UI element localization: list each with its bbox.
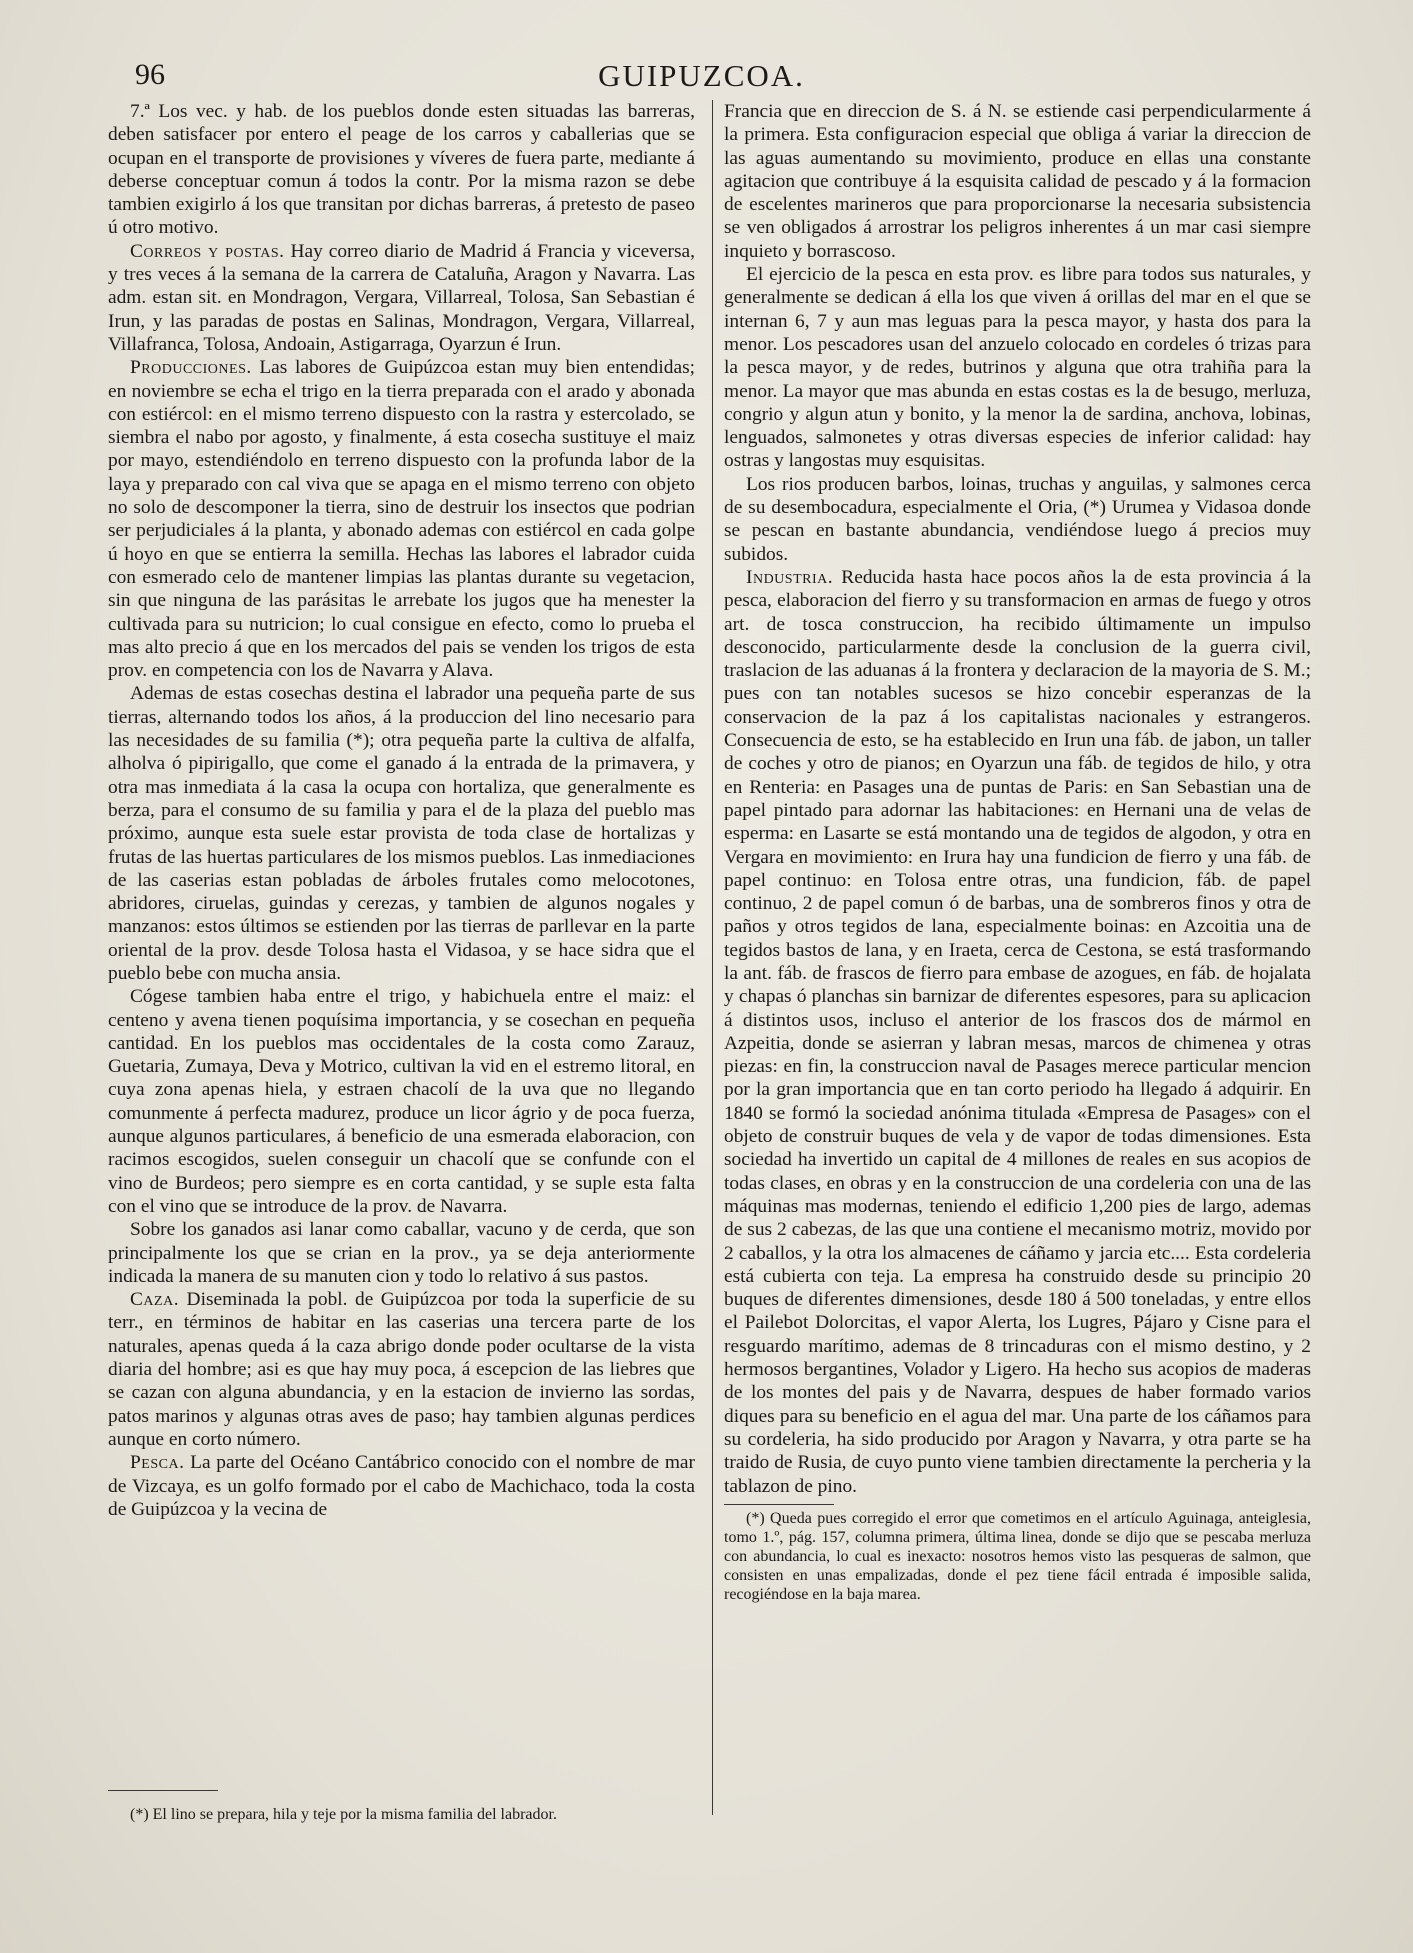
footnote-lino: (*) El lino se prepara, hila y teje por la misma familia del labrador.: [130, 1806, 557, 1823]
footnote-aguinaga: (*) Queda pues corregido el error que cometimos en el artículo Aguinaga, anteiglesia, tomo 1.º, pág. 157, columna primera, última linea, donde se dijo que se pescaba merluza con abundancia, lo cual es inexacto: nosotros hemos visto las pesqueras de salmon, que consisten en unas empalizadas, donde el pez tiene fácil entrada é imposible salida, recogiéndose en la baja marea.: [724, 1509, 1311, 1603]
text-producciones: Las labores de Guipúzcoa estan muy bien entendidas; en noviembre se echa el trigo en la tierra preparada con el arado y abonada con estiércol: en el mismo terreno dispuesto con la rastra y estercolado, se siembra el nabo por agosto, y finalmente, á esta cosecha sustituye el maiz por mayo, estendiéndolo en terreno dispuesto con la profunda labor de la laya y preparado con cal viva que se apaga en el mismo terreno con objeto no solo de descomponer la tierra, sino de destruir los insectos que podrian ser perjudiciales á la planta, y abonado ademas con estiércol en cada golpe ú hoyo en que se entierra la semilla. Hechas las labores el labrador cuida con esmerado celo de mantener limpias las plantas durante su vegetacion, sin que ninguna de las parásitas le arrebate los jugos que ha menester la cultivada para su nutricion; lo cual consigue en efecto, como lo prueba el mas alto precio á que en los mercados del pais se venden los trigos de esta prov. en competencia con los de Navarra y Alava.: [108, 357, 695, 682]
paragraph-ademas: Ademas de estas cosechas destina el labrador una pequeña parte de sus tierras, alternando todos los años, á la produccion del lino necesario para las necesidades de su familia (*); otra pequeña parte la cultiva de alfalfa, alholva ó pipirigallo, que come el ganado á la entrada de la primavera, y otra mas inmediata á la casa la ocupa con hortaliza, que generalmente es berza, para el consumo de su familia y para el de la plaza del pueblo mas próximo, aunque esta suele estar provista de toda clase de hortalizas y frutas de las huertas particulares de los mismos pueblos. Las inmediaciones de las caserias estan pobladas de árboles frutales como melocotones, abridores, ciruelas, guindas y cerezas, y tambien de algunos nogales y manzanos: estos últimos se estienden por las tierras de parllevar en la parte oriental de la prov. desde Tolosa hasta el Vidasoa, y se hace sidra que el pueblo bebe con mucha ansia.: [108, 683, 695, 984]
page-header: [135, 58, 1268, 98]
running-title: GUIPUZCOA.: [598, 58, 805, 93]
section-pesca: [108, 1451, 695, 1521]
paragraph-cogese: Cógese tambien haba entre el trigo, y habichuela entre el maiz: el centeno y avena tienen poquísima importancia, y se cosechan en pequeña cantidad. En los pueblos mas occidentales de la costa como Zarauz, Guetaria, Zumaya, Deva y Motrico, cultivan la vid en el estremo litoral, en cuya zona apenas hiela, y estraen chacolí de la uva que no llegando comunmente á perfecta madurez, produce un licor ágrio y de poca fuerza, aunque algunos particulares, á beneficio de una esmerada elaboracion, con racimos escogidos, suelen conseguir un chacolí que se confunde con el vino de Burdeos; pero siempre es en corta cantidad, y se suple esta falta con el vino que se introduce de la prov. de Navarra.: [108, 986, 695, 1217]
heading-pesca: Pesca.: [130, 1452, 185, 1474]
paragraph-ganados: Sobre los ganados asi lanar como caballar, vacuno y de cerda, que son principalmente los que se crian en la prov., ya se deja anteriormente indicada la manera de su manuten cion y todo lo relativo á sus pastos.: [108, 1219, 695, 1287]
paragraph-ejercicio-pesca: El ejercicio de la pesca en esta prov. es libre para todos sus naturales, y generalmente se dedican á ella los que viven á orillas del mar en el que se internan 6, 7 y aun mas leguas para la pesca mayor, y hasta dos para la menor. Los pescadores usan del anzuelo colocado en cordeles ó trizas para la pesca mayor, y de redes, butrinos y alguna que otra trahiña para la menor. La mayor que mas abunda en estas costas es la de besugo, merluza, congrio y algun atun y bonito, y la menor la de sardina, anchova, lobinas, lenguados, salmonetes y otras diversas especies de inferior calidad: hay ostras y langostas muy esquisitas.: [724, 264, 1311, 472]
heading-correos: Correos y postas.: [130, 240, 285, 262]
right-column: [724, 100, 1311, 1604]
text-industria: Reducida hasta hace pocos años la de esta provincia á la pesca, elaboracion del fierro y su transformacion en armas de fuego y otros art. de tosca construccion, ha recibido últimamente un impulso desconocido, particularmente desde la conclusion de la guerra civil, traslacion de las aduanas á la frontera y declaracion de la mayoria de S. M.; pues con tan notables sucesos se hizo concebir esperanzas de la conservacion de la paz á los capitalistas nacionales y estrangeros. Consecuencia de esto, se ha establecido en Irun una fáb. de jabon, un taller de coches y otro de pianos; en Oyarzun una fáb. de tegidos de hilo, y otra en Renteria: en Pasages una de puntas de Paris: en San Sebastian una de papel pintado para adornar las habitaciones: en Hernani una de velas de esperma: en Lasarte se está montando una de tegidos de algodon, y otra en Vergara en movimiento: en Irura hay una fundicion de fierro y una fáb. de papel continuo: en Tolosa entre otras, una fundicion, fáb. de papel continuo, 2 de papel comun ó de barbas, una de sombreros finos y otra de paños y otros tegidos de lana, especialmente boinas: en Azcoitia una de tegidos bastos de lana, y en Iraeta, cerca de Cestona, se está trasformando la ant. fáb. de frascos de fierro para embase de azogues, en fáb. de hojalata y chapas ó planchas sin barnizar de diferentes espesores, para su aplicacion á distintos usos, incluso el anterior de los frascos dos de mármol en Azpeitia, donde se asierran y labran mesas, marcos de chimenea y otras piezas: en fin, la construccion naval de Pasages merece particular mencion por la gran importancia que en tan corto periodo ha llegado á adquirir. En 1840 se formó la sociedad anónima titulada «Empresa de Pasages» con el objeto de construir buques de vela y de vapor de todas dimensiones. Esta sociedad ha invertido un capital de 4 millones de reales en sus acopios de todas clases, en obras y en la construccion de una cordeleria con una de las máquinas mas modernas, teniendo el edificio 1,200 pies de largo, ademas de sus 2 cabezas, de las que una contiene el mecanismo motriz, movido por 2 caballos, y la otra los almacenes de cáñamo y jarcia etc.... Esta cordeleria está cubierta con teja. La empresa ha construido desde su principio 20 buques de diferentes dimensiones, desde 180 á 500 toneladas, y entre ellos el Pailebot Dolorcitas, el vapor Alerta, los Lugres, Pájaro y Cisne para el resguardo marítimo, ademas de 8 trincaduras con el mismo destino, y 2 hermosos bergantines, Volador y Ligero. Ha hecho sus acopios de maderas de los montes del pais y de Navarra, despues de haber formado varios diques para su beneficio en el agua del mar. Una parte de los cáñamos para su cordeleria, ha sido producido por Aragon y Navarra, y otra parte se ha traido de Rusia, de cuyo punto viene tambien directamente la percheria y la tablazon de pino.: [724, 566, 1311, 1497]
section-caza: [108, 1288, 695, 1451]
text-caza: Diseminada la pobl. de Guipúzcoa por toda la superficie de su terr., en términos de habitar en las caserias una tercera parte de los naturales, apenas queda á la caza abrigo donde poder ocultarse de la vista diaria del hombre; asi es que hay muy poca, á escepcion de las liebres que se cazan con alguna abundancia, y en la estacion de invierno las sordas, patos marinos y algunas otras aves de paso; hay tambien algunas perdices aunque en corto número.: [108, 1289, 695, 1450]
page-number: 96: [135, 58, 165, 91]
footnote-separator: [108, 1790, 218, 1791]
section-producciones: [108, 356, 695, 682]
column-rule: [712, 100, 713, 1815]
section-industria: [724, 566, 1311, 1498]
heading-industria: Industria.: [746, 566, 834, 588]
left-column: [108, 100, 695, 1823]
paragraph-rios: Los rios producen barbos, loinas, truchas y anguilas, y salmones cerca de su desembocadura, especialmente el Oria, (*) Urumea y Vidasoa donde se pescan en bastante abundancia, vendiéndose luego á precios muy subidos.: [724, 473, 1311, 565]
section-correos: [108, 240, 695, 356]
footnote-separator: [724, 1504, 834, 1505]
paragraph-barreras: 7.ª Los vec. y hab. de los pueblos donde esten situadas las barreras, deben satisfacer por entero el peage de los carros y caballerias que se ocupan en el transporte de provisiones y víveres de fuera parte, mediante á deberse conceptuar comun á todos la contr. Por la misma razon se debe tambien exigirlo á los que transitan por dichas barreras, á pretesto de paseo ú otro motivo.: [108, 101, 695, 239]
heading-producciones: Producciones.: [130, 357, 252, 379]
heading-caza: Caza.: [130, 1289, 180, 1311]
text-correos: Hay correo diario de Madrid á Francia y viceversa, y tres veces á la semana de la carrera de Cataluña, Aragon y Navarra. Las adm. estan sit. en Mondragon, Vergara, Villarreal, Tolosa, San Sebastian é Irun, y las paradas de postas en Salinas, Mondragon, Vergara, Villarreal, Villafranca, Tolosa, Andoain, Astigarraga, Oyarzun é Irun.: [108, 240, 695, 355]
text-pesca: La parte del Océano Cantábrico conocido con el nombre de mar de Vizcaya, es un golfo formado por el cabo de Machichaco, toda la costa de Guipúzcoa y la vecina de: [108, 1452, 695, 1520]
paragraph-francia: Francia que en direccion de S. á N. se estiende casi perpendicularmente á la primera. Esta configuracion especial que obliga á variar la direccion de las aguas aumentando su movimiento, produce en ellas una constante agitacion que contribuye á la esquisita calidad de pescado y á la formacion de escelentes marineros que para proporcionarse la necesaria subsistencia se ven obligados á arrostrar los peligros inherentes á un mar casi siempre inquieto y borrascoso.: [724, 101, 1311, 262]
